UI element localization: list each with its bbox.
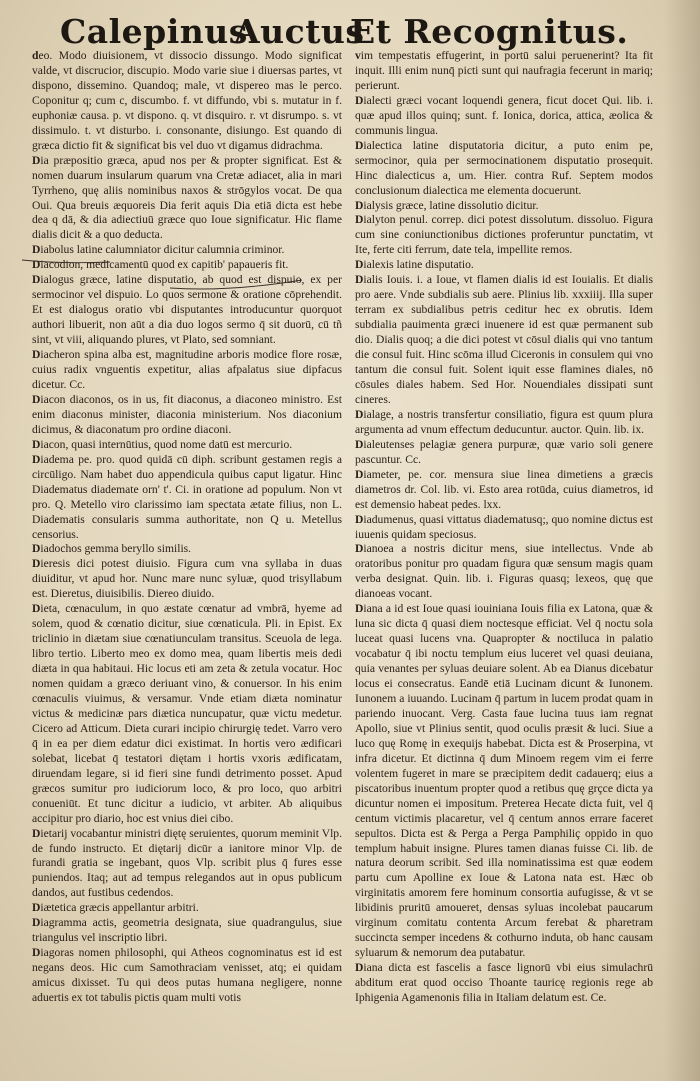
right-column-entry: Diadumenus, quasi vittatus diadematusq;, quo nomine dictus est iuuenis quidam speciosus. (355, 512, 653, 541)
page-shadow (664, 0, 700, 1081)
left-text-column (32, 49, 342, 1054)
left-column-entry: Diadochos gemma beryllo similis. (32, 542, 192, 556)
right-column-entry: Diameter, pe. cor. mensura siue linea dimetiens a græcis diametros dr. Col. lib. vi. Esto area rotūda, cuius diametros, id est demensio habeat pedes. lxx. (355, 467, 653, 511)
right-column-entry: Dialysis græce, latine dissolutio dicitur. (355, 198, 539, 212)
right-column-entry: Dialecti græci vocant loquendi genera, ficut docet Qui. lib. i. quæ apud illos quinq; sunt. f. Ionica, dorica, attica, æolica & communis lingua. (355, 93, 653, 137)
left-column-entry: Dialogus græce, latine disputatio, ab quod est dispuio, ex per sermocinor vel dispuio. Lo quos sermone & oratione cōprehendit. Et est dialogus oratio vbi disputantes introducuntur quorquot authori libuerit, non aūt a dia duo logos sermo q̄ sit duorū, cū tñ sint, vt viii, aliquando plures, vt Plato, sed somniant. (32, 273, 342, 347)
left-column-entry: Diacodion, medicamentū quod ex capitib' papaueris fit. (32, 258, 289, 272)
right-column-entry: Dialis Iouis. i. a Ioue, vt flamen dialis id est Iouialis. Et dialis pro aere. Vnde subdialis sub aere. Plinius lib. xxxiiij. Illa super terram ex subdialibus petris ceditur hec ex obrutis. Idem subdialia pauimenta græci inuenere id est quæ permanent sub dio. Dialis quoq; a die dici potest vt cōsul dialis qui vno tantum die consul fuit. Hinc scōma illud Ciceronis in consulem qui vno tantum die consul fuit. Solent iquit esse flamines diales, nō cōsules diales habem. Sed Hor. Nouendiales dissipati sunt cineres. (355, 273, 653, 406)
running-head-left: Calepinus (60, 12, 248, 51)
left-column-entry: Dieta, cœnaculum, in quo æstate cœnatur ad vmbrā, hyeme ad solem, quod & cœnatio dicitur, siue cœnaticula. Pli. in Epist. Ex triclinio in diætam siue cœnatiunculam transitus. Sceuola de lega. libro tertio. Liberto meo ex domo mea, quam libertis meis dedi diæta in qua habitaui. Hic locus eti am zeta & zetula vocatur. Hoc nomen quidam a græco deriuant vino, & conuersor. In his enim cœnaculis viuimus, & versamur. Vnde etiam diæta nominatur victus & medicinæ pars diætica nuncupatur, quæ victu medetur. Cicero ad Atticum. Dieta curari incipio chirurgię tedet. Varro vero q̄ in ea per diem edatur dici existimat. In hortis vero ædificari solebat, licebat q̄ testatori diętam i hortis vxoris ædificatam, diruendam legare, si id fieri sine fundi detrimento posset. Apud græcos sumitur pro iudiciorum loco, & pro loco, quo arbitri conueniūt. Et tunc dicitur a iudicio, vt arbiter. Ab aliquibus accipitur pro diario, hoc est vnius diei cibo. (32, 602, 342, 825)
left-column-entry: Diagoras nomen philosophi, qui Atheos cognominatus est id est negans deos. Hic cum Samothraciam venisset, atq; ei quidam amicus dixisset. Tu qui deos putas humana negligere, nonne aduertis ex tot tabulis pictis quam multi votis (32, 946, 342, 1005)
right-column-entry: Dialexis latine disputatio. (355, 258, 474, 272)
right-column-entry: vim tempestatis effugerint, in portū salui peruenerint? Ita fit inquit. Illi enim nunq̄ picti sunt qui naufragia fecerunt in mariq; perierunt. (355, 49, 653, 92)
left-column-entry: Diabolus latine calumniator dicitur calumnia criminor. (32, 243, 285, 257)
running-head-right: Et Recognitus. (350, 12, 629, 51)
left-column-entry: deo. Modo diuisionem, vt dissocio dissungo. Modo significat valde, vt discrucior, discupio. Modo varie siue i diuersas partes, vt dispono, dissemino. Quandoq; male, vt dispereo mas le perco. Coponitur q; cum c, discumbo. f. vt diffundo, vbi s. mutatur in f. euphoniæ causa. p. vt dispono. q. vt disquiro. r. vt disrumpo. s. vt dissimulo. t. vt disturbo. i. consonante, disiungo. Est quando di græca dictio fit & significat bis vel duo vt digamus didrachma. (32, 49, 342, 152)
right-column-entry: Dialeutenses pelagiæ genera purpuræ, quæ vario soli genere pascuntur. Cc. (355, 437, 653, 466)
right-column-entry: Dialectica latine disputatoria dicitur, a puto enim pe, sermocinor, quia per sermocinationem disputatio prosequit. Hinc dialecticus a, um. Hier. contra Ruf. Septem modos conclusionum dialectica me elementa docuerunt. (355, 138, 653, 197)
left-column-entry: Diacheron spina alba est, magnitudine arboris modice flore rosæ, cuius radix vnguentis expetitur, alias afpalatus siue dipfacus dicetur. Cc. (32, 348, 342, 391)
left-column-entry: Dia præpositio græca, apud nos per & propter significat. Est & nomen duarum insularum quarum vna Cretæ adiacet, alia in mari Tyrrheno, quę aliis nominibus naxos & strōgylos vocat. De qua Oui. Qua breuis æquoreis Dia ferit aquis Dia etiā dicta est hebe dea q dā, & dia adiectiuū græce quo Ioue significatur. Hic flame dialis dicit & a quo deducta. (32, 153, 342, 242)
right-text-column (355, 49, 653, 1009)
right-column-entry: Dianoea a nostris dicitur mens, siue intellectus. Vnde ab oratoribus ponitur pro quadam figura quæ sensum magis quam verba designat. Quin. lib. i. Figuras quasq; lexeos, quę que dianoeas vocant. (355, 542, 653, 601)
right-column-entry: Dialyton penul. correp. dici potest dissolutum. dissoluo. Figura cum sine coniunctionibus dictiones proferuntur punctatim, vt Ite, ferte citi ferrum, date tela, impellite remos. (355, 213, 653, 257)
left-column-entry: Diætetica græcis appellantur arbitri. (32, 901, 199, 915)
left-column-entry: Diagramma actis, geometria designata, siue quadrangulus, siue triangulus vel inscriptio libri. (32, 916, 342, 945)
left-column-entry: Dieresis dici potest diuisio. Figura cum vna syllaba in duas diuiditur, vt apud hor. Nunc mare nunc syluæ, quod trisyllabum est. Dieretus, diuisibilis. Diereo diuido. (32, 557, 342, 601)
right-column-entry: Diana dicta est fascelis a fasce lignorū vbi eius simulachrū abditum erat quod occiso Thoante tauricę regionis rege ab Iphigenia Agamenonis filia in Italiam delatum est. Ce. (355, 961, 653, 1005)
right-column-entry: Diana a id est Ioue quasi iouiniana Iouis filia ex Latona, quæ & luna sic dicta q̄ quasi diem noctesque efficiat. Vel q̄ noctu sola luceat quasi lucens vna. Quapropter & noctiluca in palatio vocabatur q̄ ibi noctu templum eius luceret vel quasi deuiana, quia venantes per syluas deuiare solent. Ab ea Dianus dicebatur locus ei consecratus. Eandē etiā Lucinam dicunt & Iunonem. Iunonem a iuuando. Lucinam q̄ partum in lucem prodat quam in pariendo inuocant. Verg. Casta faue lucina tuus iam regnat Apollo, siue vt Plinius sentit, quod oculis præsit & luci. Siue a luco quę Romę in exequijs habebat. Dicta est & Proserpina, vt infra dicetur. Et dictinna q̄ dum Minoem regem vim ei ferre volentem fugeret in mare se præcipitem dedit cadauerq; eius a piscatoribus inuentum propter quod a retibus quę grçce dicta ya dicuntur nomen ei impositum. Preterea Hecate dicta fuit, vel q̄ centum victimis placaretur, vel q̄ centum annos errare faceret sepultos. Dicta est & Perga a Perga Pamphiliç oppido in quo templum habuit insigne. Plures tamen dianas fuisse Ci. lib. de natura deorum scribit. Sed illa nominatissima est quæ eodem partu cum Apolline ex Ioue & Latona nata est. Hæc ob virginitatis amorem fere hominum consortia aufugisse, & vt se libidinis pruritū amoueret, densas syluas incolebat paucarum virginum comitatu contenta Arcum ferebat & pharetram succincta semper incedens & cothurno induta, ob hanc causam syluarum & nemorum dea putabatur. (355, 602, 653, 960)
right-column-entry: Dialage, a nostris transfertur consiliatio, figura est quum plura argumenta ad vnum effectum deducuntur. auctor. Quin. lib. ix. (355, 407, 653, 436)
left-column-entry: Diadema pe. pro. quod quidā cū diph. scribunt gestamen regis a circūligo. Nam habet duo appendicula quibus caput ligatur. Hinc Diadematus diademate orn' t'. Ci. in oratione ad populum. Non vt pro. Q. Metello viro clarissimo iam spectata ætate filius, non L. Diadematis consularis summa authoritate, non Q u. Metellus censorius. (32, 452, 342, 541)
running-head-middle: Auctus (234, 12, 365, 51)
left-column-entry: Diacon, quasi internūtius, quod nome datū est mercurio. (32, 437, 293, 451)
left-column-entry: Dietarij vocabantur ministri diętę seruientes, quorum meminit Vlp. de fundo instructo. Et diętarij dicūr a ianitore minor Vlp. de furandi gratia se ingebant, quos Vlp. scribit plus q̄ fures esse puniendos. Itaq; aut ad tempus relegandos aut in opus publicum dandos, aut fustibus cedendos. (32, 826, 342, 900)
left-column-entry: Diacon diaconos, os in us, fit diaconus, a diaconeo ministro. Est enim diaconus minister, diaconia ministerium. Nos diaconium dicimus, & diaconatum pro ordine diaconi. (32, 392, 342, 436)
